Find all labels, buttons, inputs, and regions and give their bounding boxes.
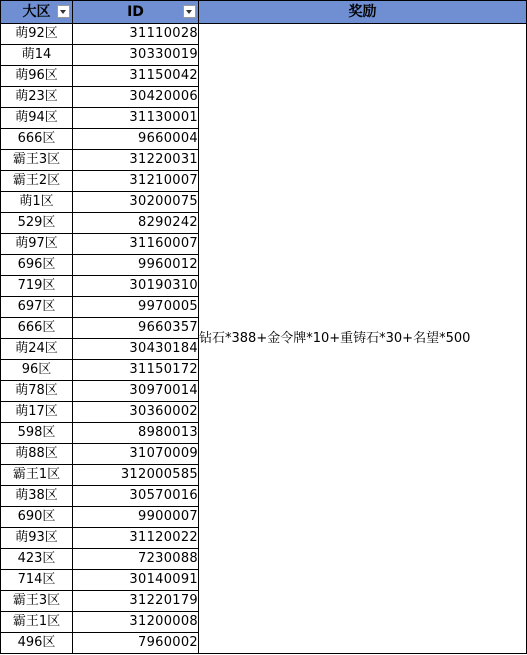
region-cell[interactable]: 529区 [1,213,73,234]
id-cell[interactable]: 312000585 [73,465,199,486]
id-cell[interactable]: 30140091 [73,570,199,591]
id-cell[interactable]: 31150172 [73,360,199,381]
id-filter-dropdown-icon[interactable] [183,5,196,18]
region-cell[interactable]: 萌88区 [1,444,73,465]
region-header-label: 大区 [22,4,51,20]
region-cell[interactable]: 萌17区 [1,402,73,423]
region-filter-dropdown-icon[interactable] [57,5,70,18]
id-header [73,1,199,24]
id-cell[interactable]: 9900007 [73,507,199,528]
region-cell[interactable]: 714区 [1,570,73,591]
id-cell[interactable]: 9660357 [73,318,199,339]
reward-header-label: 奖励 [348,4,377,20]
region-cell[interactable]: 霸王2区 [1,171,73,192]
region-cell[interactable]: 598区 [1,423,73,444]
region-cell[interactable]: 697区 [1,297,73,318]
region-cell[interactable]: 萌97区 [1,234,73,255]
region-cell[interactable]: 霸王1区 [1,612,73,633]
header-row [1,1,527,24]
region-cell[interactable]: 萌93区 [1,528,73,549]
region-cell[interactable]: 萌78区 [1,381,73,402]
region-cell[interactable]: 萌14 [1,45,73,66]
id-cell[interactable]: 31220179 [73,591,199,612]
id-cell[interactable]: 31070009 [73,444,199,465]
region-cell[interactable]: 666区 [1,318,73,339]
id-cell[interactable]: 7230088 [73,549,199,570]
id-cell[interactable]: 30330019 [73,45,199,66]
id-cell[interactable]: 31200008 [73,612,199,633]
region-cell[interactable]: 萌38区 [1,486,73,507]
region-cell[interactable]: 666区 [1,129,73,150]
region-cell[interactable]: 萌24区 [1,339,73,360]
region-cell[interactable]: 719区 [1,276,73,297]
region-cell[interactable]: 萌23区 [1,87,73,108]
region-cell[interactable]: 萌96区 [1,66,73,87]
id-cell[interactable]: 31120022 [73,528,199,549]
table-row [1,24,527,45]
id-cell[interactable]: 30430184 [73,339,199,360]
region-cell[interactable]: 496区 [1,633,73,654]
id-header-label: ID [127,4,144,20]
id-cell[interactable]: 8980013 [73,423,199,444]
region-cell[interactable]: 萌94区 [1,108,73,129]
region-cell[interactable]: 96区 [1,360,73,381]
region-cell[interactable]: 423区 [1,549,73,570]
id-cell[interactable]: 9970005 [73,297,199,318]
region-cell[interactable]: 霸王1区 [1,465,73,486]
region-cell[interactable]: 霸王3区 [1,591,73,612]
id-cell[interactable]: 30360002 [73,402,199,423]
region-cell[interactable]: 霸王3区 [1,150,73,171]
id-cell[interactable]: 31150042 [73,66,199,87]
region-cell[interactable]: 萌92区 [1,24,73,45]
id-cell[interactable]: 31160007 [73,234,199,255]
table-body [1,24,527,654]
id-cell[interactable]: 31210007 [73,171,199,192]
region-header [1,1,73,24]
reward-cell[interactable]: 钻石*388+金令牌*10+重铸石*30+名望*500 [199,24,527,654]
id-cell[interactable]: 31220031 [73,150,199,171]
region-cell[interactable]: 690区 [1,507,73,528]
id-cell[interactable]: 7960002 [73,633,199,654]
id-cell[interactable]: 9660004 [73,129,199,150]
id-cell[interactable]: 9960012 [73,255,199,276]
id-cell[interactable]: 31110028 [73,24,199,45]
id-cell[interactable]: 30190310 [73,276,199,297]
reward-header [199,1,527,24]
region-cell[interactable]: 萌1区 [1,192,73,213]
id-cell[interactable]: 8290242 [73,213,199,234]
id-cell[interactable]: 30970014 [73,381,199,402]
region-cell[interactable]: 696区 [1,255,73,276]
id-cell[interactable]: 30570016 [73,486,199,507]
id-cell[interactable]: 30420006 [73,87,199,108]
id-cell[interactable]: 30200075 [73,192,199,213]
id-cell[interactable]: 31130001 [73,108,199,129]
